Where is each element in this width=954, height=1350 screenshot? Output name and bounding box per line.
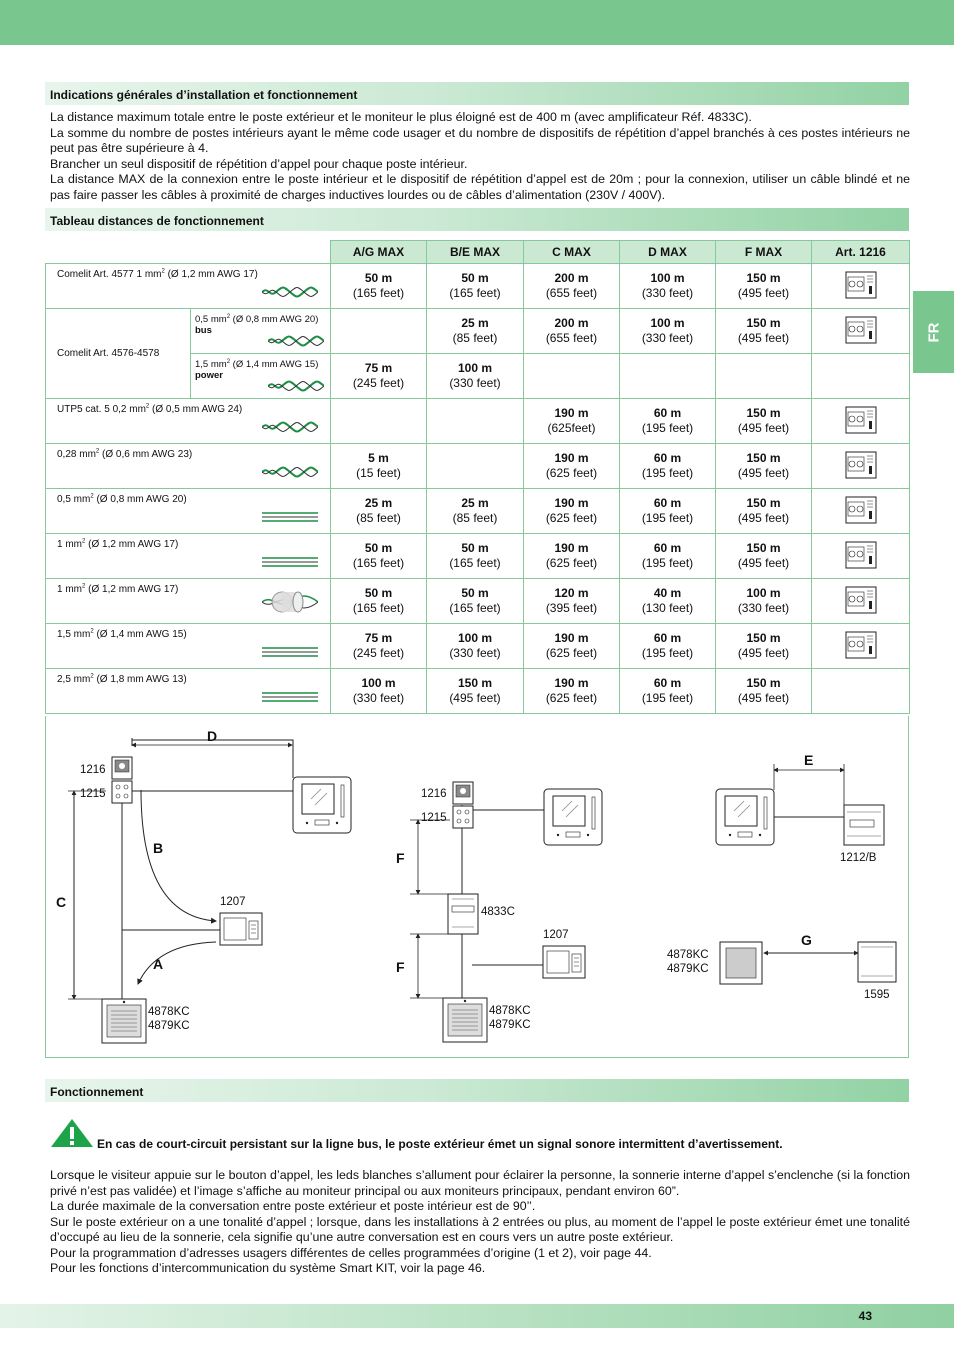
distance-feet: (625feet)	[547, 421, 596, 435]
table-cell	[427, 354, 524, 399]
label-g: G	[801, 932, 812, 948]
column-header: C MAX	[524, 241, 620, 264]
table-row	[46, 264, 910, 309]
table-cell	[331, 534, 427, 579]
column-header: D MAX	[620, 241, 716, 264]
cable-parallel-icon	[262, 691, 318, 703]
device-label: 4879KC	[667, 963, 709, 975]
distance-feet: (495 feet)	[737, 691, 790, 705]
distance-meters: 100 m	[457, 631, 493, 645]
table-cell	[427, 534, 524, 579]
table-cell	[524, 444, 620, 489]
paragraph: Lorsque le visiteur appuie sur le bouton d’appel, les leds blanches s’allument pour éclairer la personne, la sonnerie interne d’appel s’enclenche (si la fonction privé n’est pas validée) et l’image s’affiche au moniteur principal ou aux moniteurs principaux, pendant environ 60”.	[50, 1168, 910, 1198]
distance-meters: 150 m	[746, 406, 781, 420]
distance-feet: (330 feet)	[352, 691, 405, 705]
distance-meters: 190 m	[554, 451, 589, 465]
device-label: 1207	[220, 896, 246, 908]
footer-band	[0, 1304, 954, 1328]
distance-meters: 150 m	[746, 676, 781, 690]
table-cell-empty	[427, 399, 524, 444]
distance-meters: 190 m	[554, 541, 589, 555]
distance-meters: 25 m	[461, 316, 489, 330]
table-cell	[331, 579, 427, 624]
table-cell-art	[812, 489, 910, 534]
distance-meters: 25 m	[461, 496, 489, 510]
cable-name: UTP5 cat. 5 0,2 $mm^2$ (Ø 0,5 mm AWG 24)	[57, 404, 243, 416]
label-b: B	[153, 840, 164, 856]
distance-meters: 100 m	[650, 316, 685, 330]
paragraph: La somme du nombre de postes intérieurs ayant le même code usager et du nombre de dispositifs de répétition d’appel branchés à ces postes intérieurs ne peut pas être supérieure à 4.	[50, 125, 910, 155]
art-1216-icon	[845, 541, 877, 569]
distance-meters: 150 m	[746, 271, 781, 285]
table-cell-art	[812, 624, 910, 669]
distance-meters: 100 m	[650, 271, 685, 285]
table-cell	[331, 624, 427, 669]
distance-meters: 75 m	[364, 361, 393, 375]
distance-meters: 200 m	[554, 271, 589, 285]
column-header: A/G MAX	[331, 241, 427, 264]
table-cell-empty	[716, 354, 812, 399]
distance-feet: (655 feet)	[545, 286, 598, 300]
art-1216-icon	[845, 496, 877, 524]
table-cell	[620, 534, 716, 579]
device-label: 4878KC	[489, 1005, 531, 1017]
art-1216-icon	[845, 586, 877, 614]
device-label: 1216	[80, 764, 106, 776]
art-1216-icon	[845, 631, 877, 659]
table-row	[46, 309, 910, 354]
cable-description	[46, 264, 331, 309]
table-row	[46, 399, 910, 444]
table-cell	[716, 489, 812, 534]
device-label: 1215	[80, 788, 106, 800]
table-cell	[524, 489, 620, 534]
operation-text	[50, 1168, 910, 1277]
table-cell	[524, 579, 620, 624]
distance-meters: 190 m	[554, 406, 589, 420]
distance-feet: (330 feet)	[449, 376, 501, 390]
distance-feet: (625 feet)	[545, 511, 598, 525]
distance-meters: 50 m	[364, 586, 393, 600]
cable-name: 1 $mm^2$ (Ø 1,2 mm AWG 17)	[57, 584, 179, 596]
distance-meters: 100 m	[361, 676, 396, 690]
distance-feet: (195 feet)	[641, 466, 694, 480]
device-label: 4878KC	[148, 1006, 190, 1018]
cable-subtype-label: 0,5 $mm^2$ (Ø 0,8 mm AWG 20)	[195, 314, 319, 326]
table-cell	[620, 399, 716, 444]
table-cell	[331, 489, 427, 534]
table-cell	[620, 669, 716, 714]
table-cell	[524, 264, 620, 309]
distance-meters: 50 m	[461, 586, 489, 600]
device-label: 1216	[421, 788, 447, 800]
distance-feet: (330 feet)	[737, 601, 790, 615]
cable-twisted-icon	[268, 335, 324, 347]
distance-meters: 200 m	[554, 316, 589, 330]
table-cell	[620, 444, 716, 489]
table-cell	[331, 264, 427, 309]
table-cell	[331, 444, 427, 489]
cable-subtype	[191, 354, 331, 399]
cable-name: 1,5 $mm^2$ (Ø 1,4 mm AWG 15)	[57, 629, 187, 641]
distance-meters: 60 m	[653, 451, 682, 465]
table-row	[46, 489, 910, 534]
distance-feet: (165 feet)	[352, 556, 405, 570]
paragraph: Pour la programmation d’adresses usagers différentes de celles programmées d’origine (1 et 2), voir page 44.	[50, 1245, 652, 1260]
wiring-diagram	[45, 716, 909, 1058]
distance-meters: 150 m	[746, 451, 781, 465]
column-header: Art. 1216	[812, 241, 910, 264]
cable-subtype-kind: power	[195, 370, 223, 382]
column-header: F MAX	[716, 241, 812, 264]
distance-meters: 60 m	[653, 541, 682, 555]
language-tab	[913, 291, 954, 373]
cable-description	[46, 534, 331, 579]
distance-feet: (330 feet)	[449, 646, 501, 660]
device-label: 1595	[864, 989, 890, 1001]
cable-name: 1 $mm^2$ (Ø 1,2 mm AWG 17)	[57, 539, 179, 551]
table-row	[46, 444, 910, 489]
distance-feet: (245 feet)	[352, 646, 405, 660]
label-e: E	[804, 752, 814, 768]
section-header-distances: Tableau distances de fonctionnement	[45, 208, 909, 231]
distance-table	[45, 240, 910, 714]
table-cell-art	[812, 264, 910, 309]
table-cell-art	[812, 399, 910, 444]
distance-feet: (165 feet)	[449, 556, 501, 570]
distance-feet: (495 feet)	[737, 556, 790, 570]
section-header-operation: Fonctionnement	[45, 1079, 909, 1102]
table-cell	[716, 579, 812, 624]
label-c: C	[56, 894, 67, 910]
distance-feet: (495 feet)	[737, 421, 790, 435]
table-cell	[427, 579, 524, 624]
table-cell-art	[812, 534, 910, 579]
distance-feet: (165 feet)	[449, 601, 501, 615]
table-cell	[620, 489, 716, 534]
table-cell	[716, 444, 812, 489]
cable-parallel-icon	[262, 646, 318, 658]
cable-twisted-icon	[262, 466, 318, 478]
art-1216-icon	[845, 406, 877, 434]
distance-meters: 50 m	[364, 541, 393, 555]
distance-meters: 100 m	[746, 586, 781, 600]
label-a: A	[153, 956, 164, 972]
distance-meters: 60 m	[653, 496, 682, 510]
paragraph: Brancher un seul dispositif de répétition d’appel pour chaque poste intérieur.	[50, 156, 468, 171]
distance-meters: 75 m	[364, 631, 393, 645]
distance-meters: 190 m	[554, 631, 589, 645]
distance-meters: 190 m	[554, 676, 589, 690]
table-cell	[524, 399, 620, 444]
cable-name: 0,5 $mm^2$ (Ø 0,8 mm AWG 20)	[57, 494, 187, 506]
table-cell-empty	[524, 354, 620, 399]
table-cell	[716, 534, 812, 579]
distance-meters: 150 m	[746, 631, 781, 645]
distance-feet: (85 feet)	[452, 511, 498, 525]
language-tab-label: FR	[925, 322, 942, 342]
distance-meters: 150 m	[457, 676, 493, 690]
table-cell	[524, 309, 620, 354]
distance-meters: 50 m	[364, 271, 393, 285]
cable-name: 0,28 $mm^2$ (Ø 0,6 mm AWG 23)	[57, 449, 193, 461]
device-label: 4879KC	[489, 1019, 531, 1031]
distance-feet: (85 feet)	[452, 331, 498, 345]
distance-feet: (195 feet)	[641, 511, 694, 525]
cable-twisted-icon	[268, 380, 324, 392]
table-cell	[716, 309, 812, 354]
distance-meters: 60 m	[653, 631, 682, 645]
top-color-band	[0, 0, 954, 45]
art-1216-icon	[845, 271, 877, 299]
installation-text	[50, 110, 910, 203]
cable-parallel-icon	[262, 556, 318, 568]
distance-feet: (495 feet)	[449, 691, 501, 705]
distance-feet: (165 feet)	[352, 286, 405, 300]
device-label: 4878KC	[667, 949, 709, 961]
device-label: 1215	[421, 812, 447, 824]
cable-description	[46, 579, 331, 624]
cable-twisted-icon	[262, 286, 318, 298]
warning-text: En cas de court-circuit persistant sur la ligne bus, le poste extérieur émet un signal sonore intermittent d’avertissement.	[97, 1137, 783, 1151]
cable-subtype-kind: bus	[195, 325, 212, 337]
table-cell-art	[812, 444, 910, 489]
table-cell	[620, 579, 716, 624]
distance-feet: (495 feet)	[737, 286, 790, 300]
table-row	[46, 669, 910, 714]
label-d: D	[207, 728, 218, 744]
cable-subtype	[191, 309, 331, 354]
table-cell	[331, 669, 427, 714]
distance-feet: (495 feet)	[737, 466, 790, 480]
table-cell	[716, 669, 812, 714]
table-cell	[427, 309, 524, 354]
table-cell-empty	[427, 444, 524, 489]
table-cell	[524, 534, 620, 579]
table-cell	[620, 309, 716, 354]
distance-meters: 25 m	[364, 496, 393, 510]
table-cell	[716, 399, 812, 444]
page-number: 43	[858, 1309, 872, 1323]
art-1216-icon	[845, 451, 877, 479]
column-header: B/E MAX	[427, 241, 524, 264]
table-cell-empty	[620, 354, 716, 399]
distance-feet: (195 feet)	[641, 646, 694, 660]
table-cell	[716, 264, 812, 309]
table-corner	[46, 241, 331, 264]
device-label: 4833C	[481, 906, 515, 918]
distance-feet: (195 feet)	[641, 691, 694, 705]
cable-description	[46, 669, 331, 714]
art-1216-icon	[845, 316, 877, 344]
label-f-top: F	[396, 850, 405, 866]
cable-name: Comelit Art. 4576-4578	[57, 348, 160, 359]
table-cell	[427, 264, 524, 309]
table-cell-art	[812, 354, 910, 399]
cable-name: Comelit Art. 4577 1 $mm^2$ (Ø 1,2 mm AWG 17)	[57, 269, 258, 281]
distance-feet: (395 feet)	[545, 601, 598, 615]
cable-subtype-label: 1,5 $mm^2$ (Ø 1,4 mm AWG 15)	[195, 359, 319, 371]
label-f-bottom: F	[396, 959, 405, 975]
paragraph: La durée maximale de la conversation entre poste extérieur et poste intérieur est de 90’’.	[50, 1199, 536, 1213]
table-cell	[524, 624, 620, 669]
distance-feet: (625 feet)	[545, 556, 598, 570]
distance-feet: (195 feet)	[641, 556, 694, 570]
distance-meters: 150 m	[746, 496, 781, 510]
table-cell	[427, 669, 524, 714]
distance-feet: (625 feet)	[545, 466, 598, 480]
table-cell	[524, 669, 620, 714]
distance-feet: (330 feet)	[641, 331, 694, 345]
distance-feet: (165 feet)	[449, 286, 501, 300]
distance-feet: (85 feet)	[356, 511, 401, 525]
table-cell	[620, 264, 716, 309]
distance-feet: (15 feet)	[356, 466, 401, 480]
distance-meters: 150 m	[746, 541, 781, 555]
cable-description	[46, 624, 331, 669]
table-row	[46, 534, 910, 579]
paragraph: La distance MAX de la connexion entre le poste intérieur et le dispositif de répétition d’appel est de 20m ; pour la connexion, utiliser un câble blindé et ne pas faire passer les câbles à proximité de charges inductives lourdes ou de câbles d’alimentation (230V / 400V).	[50, 172, 910, 202]
device-label: 1212/B	[840, 852, 877, 864]
cable-name: 2,5 $mm^2$ (Ø 1,8 mm AWG 13)	[57, 674, 187, 686]
table-row	[46, 624, 910, 669]
table-cell-art	[812, 579, 910, 624]
distance-feet: (130 feet)	[641, 601, 694, 615]
table-cell-empty	[331, 309, 427, 354]
distance-feet: (495 feet)	[737, 511, 790, 525]
distance-meters: 150 m	[746, 316, 781, 330]
cable-description	[46, 399, 331, 444]
distance-feet: (330 feet)	[641, 286, 694, 300]
table-cell	[331, 354, 427, 399]
table-cell	[716, 624, 812, 669]
distance-feet: (195 feet)	[641, 421, 694, 435]
warning-icon	[50, 1118, 94, 1148]
distance-feet: (245 feet)	[352, 376, 405, 390]
distance-meters: 120 m	[554, 586, 589, 600]
cable-shielded-icon	[262, 591, 318, 613]
distance-meters: 5 m	[368, 451, 389, 465]
distance-meters: 60 m	[653, 676, 682, 690]
distance-feet: (495 feet)	[737, 646, 790, 660]
table-cell	[427, 489, 524, 534]
table-cell	[620, 624, 716, 669]
distance-meters: 190 m	[554, 496, 589, 510]
table-cell	[427, 624, 524, 669]
cable-description	[46, 489, 331, 534]
table-row	[46, 579, 910, 624]
table-cell-art	[812, 669, 910, 714]
paragraph: La distance maximum totale entre le poste extérieur et le moniteur le plus éloigné est de 400 m (avec amplificateur Réf. 4833C).	[50, 110, 752, 124]
distance-feet: (165 feet)	[352, 601, 405, 615]
device-label: 4879KC	[148, 1020, 190, 1032]
distance-meters: 60 m	[653, 406, 682, 420]
table-cell-art	[812, 309, 910, 354]
cable-description	[46, 444, 331, 489]
distance-meters: 50 m	[461, 271, 489, 285]
paragraph: Pour les fonctions d’intercommunication du système Smart KIT, voir la page 46.	[50, 1261, 486, 1275]
table-cell-empty	[331, 399, 427, 444]
cable-parallel-icon	[262, 511, 318, 523]
distance-meters: 100 m	[457, 361, 493, 375]
distance-meters: 40 m	[653, 586, 682, 600]
distance-feet: (495 feet)	[737, 331, 790, 345]
cable-twisted-icon	[262, 421, 318, 433]
distance-feet: (625 feet)	[545, 646, 598, 660]
paragraph: Sur le poste extérieur on a une tonalité d’appel ; lorsque, dans les installations à 2 entrées ou plus, au moment de l’appel le poste extérieur émet une tonalité d’occupé au lieu de la sonnerie, cela signifie qu’une autre conversation est en cours vers un autre poste extérieur.	[50, 1214, 910, 1244]
section-header-installation: Indications générales d’installation et fonctionnement	[45, 82, 909, 105]
distance-feet: (625 feet)	[545, 691, 598, 705]
distance-meters: 50 m	[461, 541, 489, 555]
device-label: 1207	[543, 929, 569, 941]
cable-description	[46, 309, 191, 399]
distance-feet: (655 feet)	[545, 331, 598, 345]
